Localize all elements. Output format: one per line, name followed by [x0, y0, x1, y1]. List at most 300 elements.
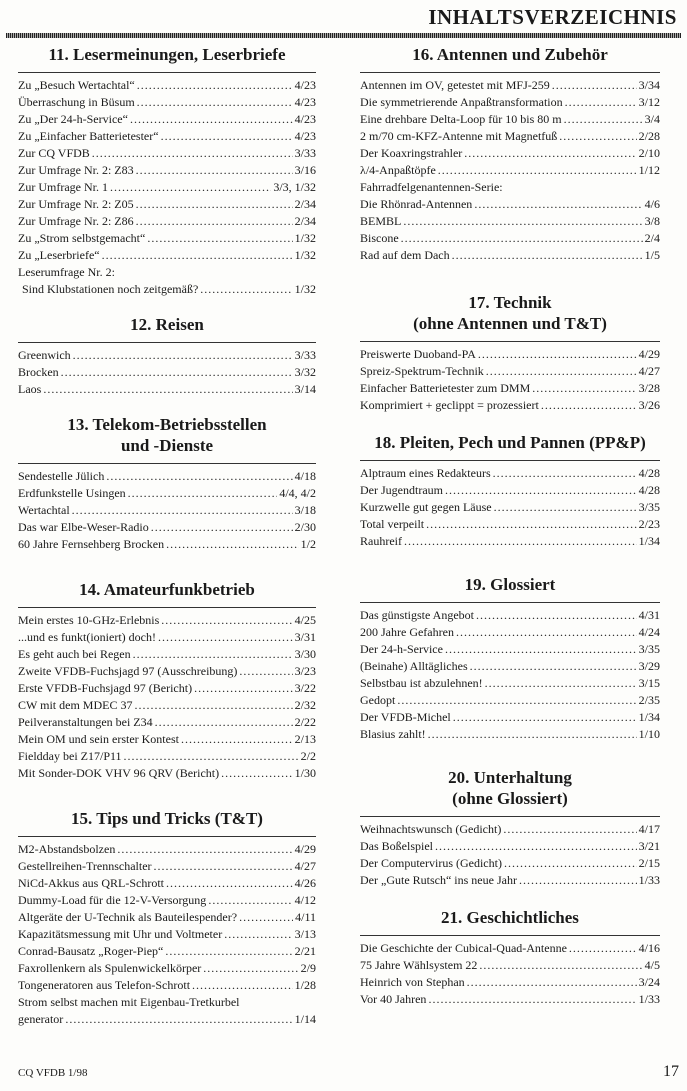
entry-page-ref: 2/15: [638, 856, 660, 870]
toc-entry: [18, 926, 316, 943]
entry-page-ref: 1/5: [644, 248, 660, 262]
entry-page-ref: 3/15: [638, 676, 660, 690]
dot-leader: [147, 230, 292, 247]
section-rule: [360, 341, 660, 342]
dot-leader: [158, 629, 293, 646]
dot-leader: [65, 1011, 292, 1028]
section-title: [360, 292, 660, 334]
toc-entry: [360, 991, 660, 1008]
toc-entry: [360, 482, 660, 499]
toc-entry: [360, 111, 660, 128]
toc-entry: [360, 607, 660, 624]
section: [18, 808, 316, 1028]
dot-leader: [494, 499, 637, 516]
entry-title: 75 Jahre Wählsystem 22: [360, 958, 478, 972]
entry-title: Fieldday bei Z17/P11: [18, 749, 122, 763]
dot-leader: [426, 516, 637, 533]
entry-title: Mein OM und sein erster Kontest: [18, 732, 179, 746]
entry-title: Rad auf dem Dach: [360, 248, 450, 262]
section-title-line: 15. Tips und Tricks (T&T): [71, 809, 263, 828]
section: [18, 44, 316, 298]
section-title-line: (ohne Glossiert): [452, 789, 568, 808]
entry-title: Faxrollenkern als Spulenwickelkörper: [18, 961, 202, 975]
toc-entry: [18, 646, 316, 663]
entry-page-ref: 3/32: [294, 365, 316, 379]
right-column: [360, 40, 660, 1008]
dot-leader: [133, 646, 293, 663]
entry-page-ref: 2/4: [644, 231, 660, 245]
section-title-line: 19. Glossiert: [464, 575, 556, 594]
entry-title: Weihnachtswunsch (Gedicht): [360, 822, 502, 836]
entry-title: Laos: [18, 382, 42, 396]
dot-leader: [552, 77, 637, 94]
entry-title: Mein erstes 10-GHz-Erlebnis: [18, 613, 160, 627]
toc-entry: [18, 977, 316, 994]
toc-entry: [360, 346, 660, 363]
dot-leader: [565, 94, 637, 111]
entry-title: Biscone: [360, 231, 399, 245]
section-title-line: 18. Pleiten, Pech und Pannen (PP&P): [374, 433, 646, 452]
entry-title: Die symmetrierende Anpaßtransformation: [360, 95, 563, 109]
entry-title: Kurzwelle gut gegen Läuse: [360, 500, 492, 514]
toc-entry: [360, 675, 660, 692]
entry-title: Peilveranstaltungen bei Z34: [18, 715, 153, 729]
entry-page-ref: 2/34: [294, 197, 316, 211]
section-title-line: und -Dienste: [120, 436, 214, 455]
dot-leader: [453, 709, 637, 726]
toc-entry: [18, 381, 316, 398]
section-title: [360, 907, 660, 928]
entry-title: Altgeräte der U-Technik als Bauteilespender?: [18, 910, 238, 924]
entry-page-ref: 3/13: [294, 927, 316, 941]
dot-leader: [479, 957, 642, 974]
entry-page-ref: 2/32: [294, 698, 316, 712]
toc-entry: [360, 533, 660, 550]
section-rule: [360, 602, 660, 603]
entry-page-ref: 4/27: [638, 364, 660, 378]
entry-title: Selbstbau ist abzulehnen!: [360, 676, 483, 690]
toc-entry: [360, 838, 660, 855]
toc-entry: [18, 960, 316, 977]
entry-page-ref: 1/30: [294, 766, 316, 780]
entry-title: Conrad-Bausatz „Roger-Piep“: [18, 944, 164, 958]
toc-entry: [18, 1011, 316, 1028]
entry-title: Preiswerte Duoband-PA: [360, 347, 476, 361]
entry-page-ref: 3/8: [644, 214, 660, 228]
dot-leader: [165, 943, 292, 960]
entry-page-ref: 4/29: [638, 347, 660, 361]
entry-title: Vor 40 Jahren: [360, 992, 427, 1006]
toc-entry: [18, 196, 316, 213]
entry-title: Sendestelle Jülich: [18, 469, 105, 483]
entry-page-ref: 3/35: [638, 642, 660, 656]
toc-entry: [18, 680, 316, 697]
section-title: [360, 574, 660, 595]
dot-leader: [397, 692, 636, 709]
entry-title: Antennen im OV, getestet mit MFJ-259: [360, 78, 550, 92]
entry-heading: Fahrradfelgenantennen-Serie:: [360, 180, 503, 194]
dot-leader: [504, 855, 637, 872]
dot-leader: [117, 841, 292, 858]
section-title-line: 12. Reisen: [130, 315, 204, 334]
entry-title: Das Boßelspiel: [360, 839, 433, 853]
toc-entry: [360, 821, 660, 838]
entry-page-ref: 3/16: [294, 163, 316, 177]
entry-list: [18, 77, 316, 298]
entry-page-ref: 3/33: [294, 348, 316, 362]
entry-title: Mit Sonder-DOK VHV 96 QRV (Bericht): [18, 766, 220, 780]
dot-leader: [445, 482, 637, 499]
toc-entry: [360, 872, 660, 889]
section-title: [18, 579, 316, 600]
dot-leader: [403, 213, 642, 230]
toc-entry: [18, 858, 316, 875]
section: [360, 44, 660, 264]
entry-title: Die Geschichte der Cubical-Quad-Antenne: [360, 941, 567, 955]
entry-title: Das günstigste Angebot: [360, 608, 474, 622]
section: [360, 292, 660, 414]
toc-entry: [360, 77, 660, 94]
dot-leader: [166, 536, 299, 553]
entry-page-ref: 4/11: [295, 910, 316, 924]
toc-entry: [18, 247, 316, 264]
section-title-line: (ohne Antennen und T&T): [413, 314, 607, 333]
toc-entry: [18, 364, 316, 381]
entry-page-ref: 4/29: [294, 842, 316, 856]
toc-entry: [360, 363, 660, 380]
dot-leader: [493, 465, 637, 482]
toc-entry: [360, 145, 660, 162]
entry-page-ref: 3/12: [638, 95, 660, 109]
toc-entry: [18, 230, 316, 247]
entry-page-ref: 3/3, 1/32: [273, 180, 316, 194]
dot-leader: [43, 381, 292, 398]
entry-list: [18, 612, 316, 782]
entry-title: 2 m/70 cm-KFZ-Antenne mit Magnetfuß: [360, 129, 558, 143]
section: [18, 414, 316, 553]
toc-entry: [18, 909, 316, 926]
entry-page-ref: 2/34: [294, 214, 316, 228]
entry-page-ref: 1/32: [294, 231, 316, 245]
dot-leader: [519, 872, 637, 889]
toc-entry: [18, 77, 316, 94]
toc-entry: [18, 128, 316, 145]
entry-page-ref: 1/32: [294, 248, 316, 262]
entry-title: Heinrich von Stephan: [360, 975, 465, 989]
entry-page-ref: 1/10: [638, 727, 660, 741]
toc-entry: [18, 892, 316, 909]
section-title: [360, 767, 660, 809]
toc-entry: [18, 841, 316, 858]
entry-title: Wertachtal: [18, 503, 70, 517]
entry-list: [360, 940, 660, 1008]
entry-title: Zweite VFDB-Fuchsjagd 97 (Ausschreibung): [18, 664, 238, 678]
dot-leader: [208, 892, 292, 909]
toc-entry: [18, 111, 316, 128]
entry-title: λ/4-Anpaßtöpfe: [360, 163, 436, 177]
entry-title: Zu „Einfacher Batterietester“: [18, 129, 159, 143]
toc-entry: [360, 974, 660, 991]
toc-entry: [360, 380, 660, 397]
entry-list: [18, 347, 316, 398]
dot-leader: [464, 145, 636, 162]
entry-title: Rauhreif: [360, 534, 402, 548]
section-title-line: 13. Telekom-Betriebsstellen: [67, 415, 267, 434]
entry-page-ref: 4/26: [294, 876, 316, 890]
toc-entry: [360, 213, 660, 230]
dot-leader: [532, 380, 636, 397]
entry-title: Einfacher Batterietester zum DMM: [360, 381, 531, 395]
section: [360, 907, 660, 1008]
entry-page-ref: 4/23: [294, 78, 316, 92]
entry-page-ref: 2/10: [638, 146, 660, 160]
dot-leader: [239, 909, 293, 926]
entry-title: NiCd-Akkus aus QRL-Schrott: [18, 876, 164, 890]
dot-leader: [155, 714, 293, 731]
dot-leader: [154, 858, 293, 875]
section-title-line: 16. Antennen und Zubehör: [412, 45, 608, 64]
toc-entry: [18, 485, 316, 502]
entry-title: Sind Klubstationen noch zeitgemäß?: [22, 282, 199, 296]
entry-page-ref: 4/23: [294, 95, 316, 109]
entry-page-ref: 3/18: [294, 503, 316, 517]
entry-title: Zur Umfrage Nr. 1: [18, 180, 108, 194]
entry-page-ref: 4/23: [294, 112, 316, 126]
entry-title: 60 Jahre Fernsehberg Brocken: [18, 537, 165, 551]
dot-leader: [401, 230, 643, 247]
entry-page-ref: 1/2: [300, 537, 316, 551]
section: [18, 314, 316, 398]
dot-leader: [192, 977, 293, 994]
toc-entry: [18, 468, 316, 485]
entry-page-ref: 4/4, 4/2: [279, 486, 316, 500]
section-title-line: 17. Technik: [468, 293, 552, 312]
toc-entry: [18, 629, 316, 646]
dot-leader: [486, 363, 637, 380]
dot-leader: [137, 77, 293, 94]
section-title: [18, 314, 316, 335]
toc-entry: [18, 612, 316, 629]
toc-entry: [18, 94, 316, 111]
entry-title: Greenwich: [18, 348, 71, 362]
footer-issue: CQ VFDB 1/98: [18, 1067, 88, 1079]
toc-entry: [18, 765, 316, 782]
section: [360, 432, 660, 550]
toc-entry: [18, 943, 316, 960]
entry-title: Blasius zahlt!: [360, 727, 426, 741]
dot-leader: [224, 926, 292, 943]
dot-leader: [194, 680, 293, 697]
section-rule: [18, 342, 316, 343]
dot-leader: [166, 875, 293, 892]
toc-entry: [360, 957, 660, 974]
toc-entry: [18, 875, 316, 892]
dot-leader: [136, 213, 293, 230]
toc-entry: [18, 281, 316, 298]
section-rule: [360, 72, 660, 73]
toc-entry: [18, 179, 316, 196]
entry-title: ...und es funkt(ioniert) doch!: [18, 630, 156, 644]
entry-page-ref: 1/34: [638, 710, 660, 724]
dot-leader: [428, 726, 637, 743]
dot-leader: [452, 247, 643, 264]
dot-leader: [503, 821, 636, 838]
dot-leader: [564, 111, 643, 128]
entry-page-ref: 4/27: [294, 859, 316, 873]
toc-entry: [360, 230, 660, 247]
dot-leader: [106, 468, 292, 485]
dot-leader: [151, 519, 293, 536]
dot-leader: [569, 940, 637, 957]
entry-page-ref: 4/16: [638, 941, 660, 955]
entry-title: Erdfunkstelle Usingen: [18, 486, 126, 500]
toc-entry: [360, 247, 660, 264]
entry-page-ref: 1/33: [638, 873, 660, 887]
dot-leader: [161, 128, 293, 145]
entry-page-ref: 3/4: [644, 112, 660, 126]
entry-title: Zu „Der 24-h-Service“: [18, 112, 128, 126]
section-rule: [18, 607, 316, 608]
dot-leader: [181, 731, 293, 748]
entry-page-ref: 2/13: [294, 732, 316, 746]
entry-title: Zur Umfrage Nr. 2: Z83: [18, 163, 134, 177]
entry-page-ref: 3/33: [294, 146, 316, 160]
dot-leader: [203, 960, 298, 977]
dot-leader: [134, 697, 292, 714]
dot-leader: [456, 624, 637, 641]
toc-entry: [360, 658, 660, 675]
entry-page-ref: 4/25: [294, 613, 316, 627]
entry-title: Zu „Strom selbstgemacht“: [18, 231, 146, 245]
entry-page-ref: 2/30: [294, 520, 316, 534]
toc-entry: [360, 624, 660, 641]
entry-page-ref: 2/28: [638, 129, 660, 143]
section-title: [18, 414, 316, 456]
toc-entry: [18, 731, 316, 748]
entry-page-ref: 4/6: [644, 197, 660, 211]
toc-entry: [18, 502, 316, 519]
dot-leader: [559, 128, 636, 145]
entry-title: Alptraum eines Redakteurs: [360, 466, 491, 480]
entry-list: [360, 607, 660, 743]
entry-title: Spreiz-Spektrum-Technik: [360, 364, 484, 378]
section-title-line: 20. Unterhaltung: [448, 768, 572, 787]
dot-leader: [61, 364, 293, 381]
dot-leader: [161, 612, 292, 629]
dot-leader: [485, 675, 637, 692]
toc-entry: [360, 397, 660, 414]
entry-title: BEMBL: [360, 214, 402, 228]
dot-leader: [130, 111, 293, 128]
entry-title: Komprimiert + geclippt = prozessiert: [360, 398, 539, 412]
entry-title: (Beinahe) Alltägliches: [360, 659, 468, 673]
entry-page-ref: 3/26: [638, 398, 660, 412]
entry-title: generator: [18, 1012, 64, 1026]
entry-page-ref: 1/34: [638, 534, 660, 548]
section-rule: [18, 463, 316, 464]
page-number: 17: [663, 1063, 679, 1080]
dot-leader: [137, 94, 293, 111]
toc-entry: [360, 94, 660, 111]
entry-page-ref: 3/21: [638, 839, 660, 853]
toc-entry: [18, 213, 316, 230]
entry-heading: Leserumfrage Nr. 2:: [18, 265, 115, 279]
section-title-line: 11. Lesermeinungen, Leserbriefe: [48, 45, 286, 64]
entry-page-ref: 4/24: [638, 625, 660, 639]
dot-leader: [200, 281, 292, 298]
entry-list: [360, 821, 660, 889]
dot-leader: [445, 641, 637, 658]
toc-entry: [360, 196, 660, 213]
toc-entry: [18, 663, 316, 680]
dot-leader: [92, 145, 293, 162]
entry-title: Das war Elbe-Weser-Radio: [18, 520, 149, 534]
entry-page-ref: 3/23: [294, 664, 316, 678]
entry-title: Überraschung in Büsum: [18, 95, 135, 109]
toc-entry: [18, 145, 316, 162]
dot-leader: [136, 196, 293, 213]
dot-leader: [435, 838, 637, 855]
dot-leader: [438, 162, 637, 179]
toc-entry: [360, 855, 660, 872]
section-rule: [360, 816, 660, 817]
entry-list: [18, 468, 316, 553]
entry-title: Der Jugendtraum: [360, 483, 443, 497]
entry-title: Der Computervirus (Gedicht): [360, 856, 502, 870]
entry-page-ref: 1/33: [638, 992, 660, 1006]
dot-leader: [128, 485, 278, 502]
toc-entry: [360, 516, 660, 533]
entry-title: Gestellreihen-Trennschalter: [18, 859, 152, 873]
dot-leader: [102, 247, 293, 264]
entry-title: Erste VFDB-Fuchsjagd 97 (Bericht): [18, 681, 193, 695]
entry-title: Der VFDB-Michel: [360, 710, 451, 724]
entry-title: Der Koaxringstrahler: [360, 146, 463, 160]
entry-page-ref: 4/17: [638, 822, 660, 836]
header-rule: [6, 33, 681, 38]
entry-page-ref: 2/9: [300, 961, 316, 975]
dot-leader: [541, 397, 637, 414]
entry-title: Es geht auch bei Regen: [18, 647, 131, 661]
entry-page-ref: 3/24: [638, 975, 660, 989]
toc-entry: [360, 940, 660, 957]
entry-page-ref: 3/29: [638, 659, 660, 673]
dot-leader: [404, 533, 637, 550]
entry-page-ref: 2/2: [300, 749, 316, 763]
toc-entry: [360, 465, 660, 482]
dot-leader: [124, 748, 299, 765]
entry-title: Tongeneratoren aus Telefon-Schrott: [18, 978, 191, 992]
page-header-title: INHALTSVERZEICHNIS: [428, 5, 677, 29]
entry-page-ref: 3/14: [294, 382, 316, 396]
toc-entry: [18, 536, 316, 553]
entry-title: Kapazitätsmessung mit Uhr und Voltmeter: [18, 927, 223, 941]
toc-entry: [18, 748, 316, 765]
section-title: [18, 44, 316, 65]
entry-page-ref: 1/14: [294, 1012, 316, 1026]
section-rule: [18, 836, 316, 837]
entry-page-ref: 3/35: [638, 500, 660, 514]
entry-title: Zur Umfrage Nr. 2: Z86: [18, 214, 134, 228]
entry-page-ref: 3/31: [294, 630, 316, 644]
section-rule: [18, 72, 316, 73]
entry-title: Der „Gute Rutsch“ ins neue Jahr: [360, 873, 517, 887]
entry-page-ref: 2/22: [294, 715, 316, 729]
section: [360, 767, 660, 889]
entry-page-ref: 1/12: [638, 163, 660, 177]
entry-title: Zu „Besuch Wertachtal“: [18, 78, 135, 92]
dot-leader: [72, 502, 293, 519]
